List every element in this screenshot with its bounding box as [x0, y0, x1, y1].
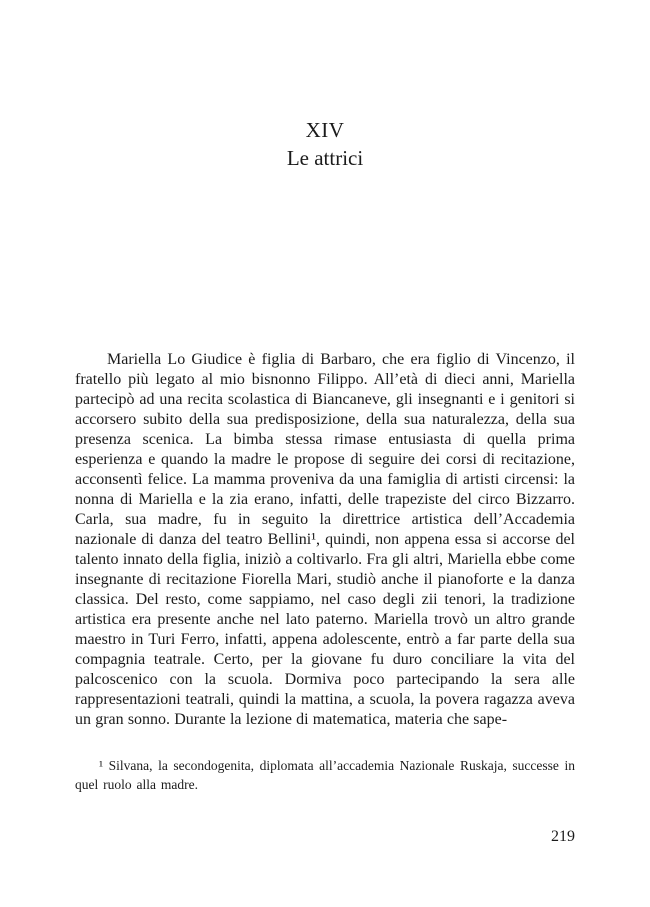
page-number: 219 [551, 828, 575, 845]
footnote: ¹ Silvana, la secondogenita, diplomata all’accademia Nazionale Ruskaja, successe in quel ruolo alla madre. [75, 758, 575, 792]
body-paragraph: Mariella Lo Giudice è figlia di Barbaro, che era figlio di Vincenzo, il fratello più legato al mio bisnonno Filippo. All’età di dieci anni, Mariella partecipò ad una recita scolastica di Biancaneve, gli insegnanti e i genitori si accorsero subito della sua predisposizione, della sua naturalezza, della sua presenza scenica. La bimba stessa rimase entusiasta di quella prima esperienza e quando la madre le propose di seguire dei corsi di recitazione, acconsentì felice. La mamma proveniva da una famiglia di artisti circensi: la nonna di Mariella e la zia erano, infatti, delle trapeziste del circo Bizzarro. Carla, sua madre, fu in seguito la direttrice artistica dell’Accademia nazionale di danza del teatro Bellini¹, quindi, non appena essa si accorse del talento innato della figlia, iniziò a coltivarlo. Fra gli altri, Mariella ebbe come insegnante di recitazione Fiorella Mari, studiò anche il pianoforte e la danza classica. Del resto, come sappiamo, nel caso degli zii tenori, la tradizione artistica era presente anche nel lato paterno. Mariella trovò un altro grande maestro in Turi Ferro, infatti, appena adolescente, entrò a far parte della sua compagnia teatrale. Certo, per la giovane fu duro conciliare la vita del palcoscenico con la scuola. Dormiva poco partecipando la sera alle rappresentazioni teatrali, quindi la mattina, a scuola, la povera ragazza aveva un gran sonno. Durante la lezione di matematica, materia che sape- [75, 351, 575, 728]
chapter-number: XIV [305, 118, 345, 142]
chapter-heading [75, 116, 575, 172]
chapter-title: Le attrici [286, 146, 364, 170]
